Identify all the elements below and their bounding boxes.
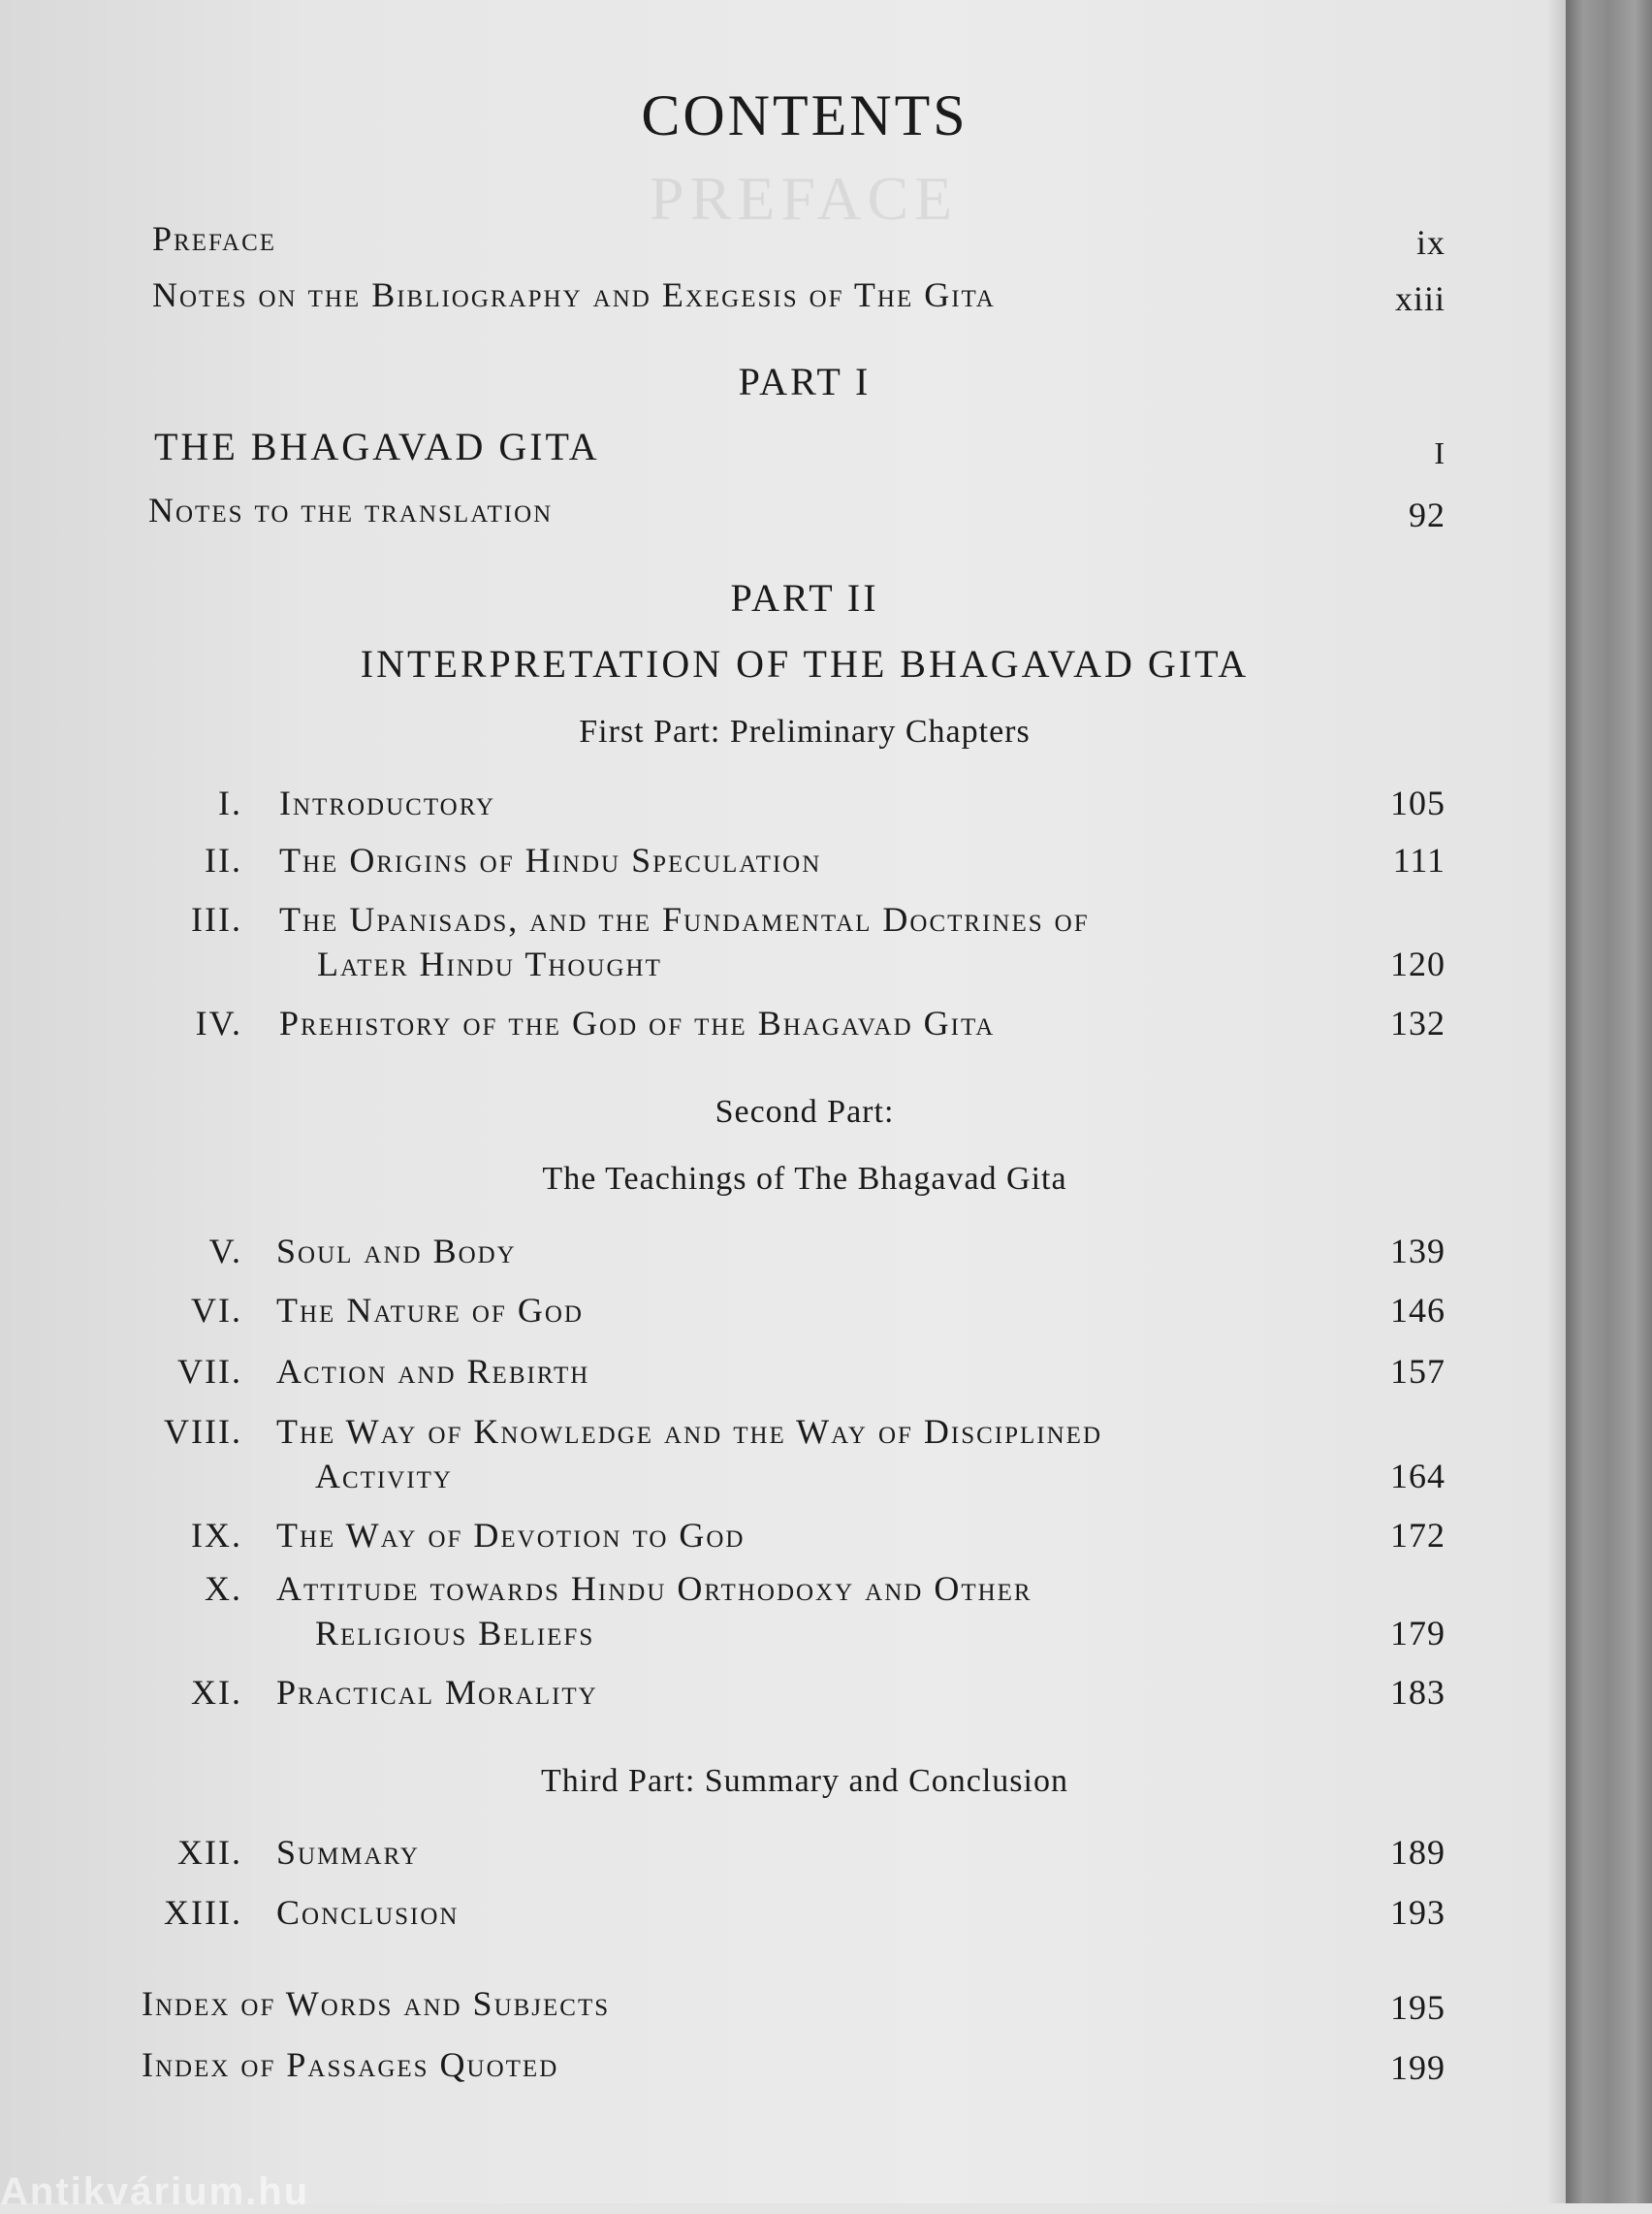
- bleed-through-text: PREFACE: [650, 164, 959, 233]
- chapter-title: Practical Morality: [276, 1673, 598, 1712]
- chapter-title-continued: Religious Beliefs: [315, 1614, 595, 1652]
- chapter-number: III.: [191, 900, 242, 939]
- first-part-heading: First Part: Preliminary Chapters: [579, 714, 1031, 750]
- chapter-title: Soul and Body: [276, 1232, 517, 1270]
- chapter-page: 193: [1390, 1893, 1446, 1932]
- chapter-page: 111: [1392, 841, 1446, 880]
- chapter-page: 132: [1390, 1004, 1446, 1043]
- back-entry-index-passages-page: 199: [1390, 2048, 1446, 2087]
- chapter-page: 120: [1390, 945, 1446, 983]
- chapter-number: VI.: [191, 1291, 242, 1330]
- chapter-title-continued: Later Hindu Thought: [317, 945, 662, 983]
- chapter-number: VIII.: [164, 1412, 242, 1451]
- front-entry-notes-bibliography: Notes on the Bibliography and Exegesis of The Gita: [152, 275, 996, 314]
- watermark: Antikvárium.hu: [0, 2170, 310, 2213]
- part-one-main-entry-page: I: [1434, 435, 1446, 470]
- chapter-number: II.: [205, 841, 242, 880]
- chapter-number: IX.: [191, 1516, 242, 1555]
- front-entry-preface: Preface: [152, 219, 277, 258]
- chapter-number: VII.: [177, 1352, 242, 1391]
- chapter-page: 139: [1390, 1232, 1446, 1270]
- chapter-title: Attitude towards Hindu Orthodoxy and Other: [276, 1569, 1032, 1608]
- back-entry-index-words: Index of Words and Subjects: [142, 1984, 611, 2023]
- part-two-title: INTERPRETATION OF THE BHAGAVAD GITA: [360, 642, 1250, 686]
- chapter-page: 183: [1390, 1673, 1446, 1712]
- part-one-heading: PART I: [738, 360, 872, 403]
- chapter-number: IV.: [195, 1004, 242, 1043]
- part-one-notes-entry-page: 92: [1409, 496, 1446, 534]
- part-two-heading: PART II: [730, 576, 879, 620]
- front-entry-notes-bibliography-page: xiii: [1394, 279, 1446, 318]
- part-one-notes-entry: Notes to the translation: [148, 491, 554, 529]
- second-part-heading: Second Part:: [715, 1094, 895, 1130]
- chapter-title: Introductory: [279, 784, 496, 822]
- chapter-number: XII.: [177, 1833, 242, 1872]
- contents-title: CONTENTS: [641, 83, 969, 147]
- chapter-title: Action and Rebirth: [276, 1352, 590, 1391]
- chapter-page: 157: [1390, 1352, 1446, 1391]
- chapter-page: 179: [1390, 1614, 1446, 1652]
- chapter-title: The Way of Knowledge and the Way of Disciplined: [276, 1412, 1103, 1451]
- chapter-page: 189: [1390, 1833, 1446, 1872]
- chapter-title: The Nature of God: [276, 1291, 584, 1330]
- chapter-page: 164: [1390, 1457, 1446, 1495]
- second-part-subheading: The Teachings of The Bhagavad Gita: [542, 1161, 1067, 1197]
- chapter-title: The Upanisads, and the Fundamental Doctrines of: [279, 900, 1090, 939]
- chapter-title: Prehistory of the God of the Bhagavad Gita: [279, 1004, 996, 1043]
- chapter-page: 105: [1390, 784, 1446, 822]
- front-entry-preface-page: ix: [1415, 223, 1446, 262]
- chapter-title: Conclusion: [276, 1893, 460, 1932]
- chapter-page: 172: [1390, 1516, 1446, 1555]
- chapter-page: 146: [1390, 1291, 1446, 1330]
- chapter-number: V.: [208, 1232, 242, 1270]
- chapter-number: XIII.: [164, 1893, 242, 1932]
- chapter-number: I.: [218, 784, 242, 822]
- chapter-title: Summary: [276, 1833, 420, 1872]
- third-part-heading: Third Part: Summary and Conclusion: [541, 1763, 1068, 1799]
- chapter-title: The Origins of Hindu Speculation: [279, 841, 822, 880]
- back-entry-index-passages: Index of Passages Quoted: [142, 2045, 559, 2084]
- back-entry-index-words-page: 195: [1390, 1988, 1446, 2027]
- chapter-number: XI.: [191, 1673, 242, 1712]
- part-one-main-entry: THE BHAGAVAD GITA: [154, 425, 600, 468]
- chapter-title: The Way of Devotion to God: [276, 1516, 746, 1555]
- chapter-title-continued: Activity: [315, 1457, 453, 1495]
- chapter-number: X.: [205, 1569, 242, 1608]
